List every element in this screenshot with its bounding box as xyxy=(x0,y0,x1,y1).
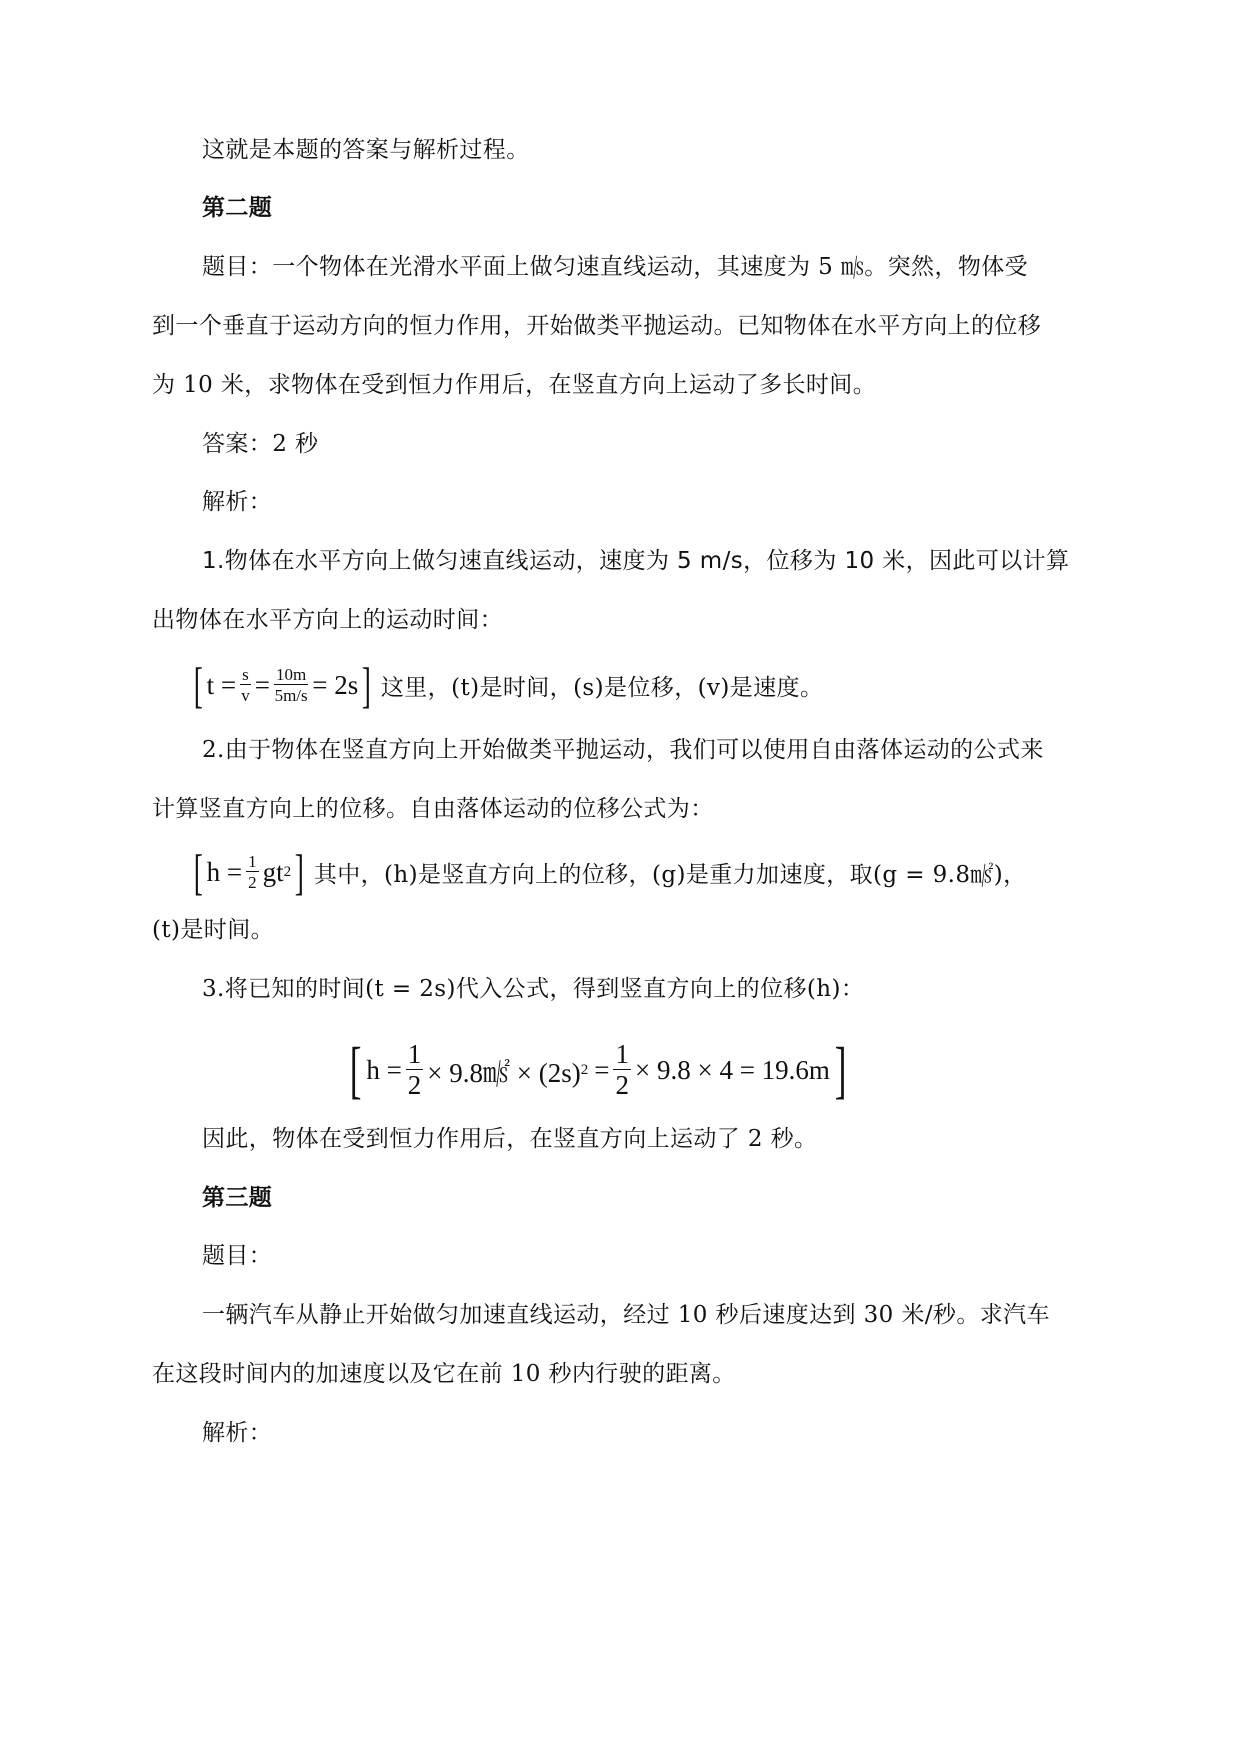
fraction-one-half xyxy=(406,1041,424,1099)
formula-rhs: gt xyxy=(262,856,284,887)
step-1-line-2: 出物体在水平方向上的运动时间： xyxy=(152,607,503,633)
q2-answer: 答案：2 秒 xyxy=(202,431,319,457)
q3-label: 题目： xyxy=(202,1243,273,1269)
numerator: s xyxy=(242,665,249,684)
numerator: 10m xyxy=(276,665,307,684)
q3-text-line-2: 在这段时间内的加速度以及它在前 10 秒内行驶的距离。 xyxy=(152,1361,736,1387)
step-3-line-1: 3.将已知的时间(t = 2s)代入公式，得到竖直方向上的位移(h)： xyxy=(202,976,865,1002)
q3-text-line-1: 一辆汽车从静止开始做匀加速直线运动，经过 10 秒后速度达到 30 米/秒。求汽车 xyxy=(202,1302,1050,1328)
equals-sign: = xyxy=(254,669,270,700)
formula-lhs: t = xyxy=(206,669,237,700)
formula-lhs: h = xyxy=(366,1054,402,1085)
exponent: 2 xyxy=(580,1061,589,1078)
bracket-right: ] xyxy=(361,657,372,713)
denominator: 2 xyxy=(248,873,257,892)
formula-explanation: 其中，(h)是竖直方向上的位移，(g)是重力加速度，取(g = 9.8㎨)， xyxy=(313,861,1027,888)
heading-question-2: 第二题 xyxy=(202,194,273,221)
fraction-distance-over-speed xyxy=(274,666,308,704)
paragraph-conclusion-q1: 这就是本题的答案与解析过程。 xyxy=(202,137,530,163)
bracket-right: ] xyxy=(294,844,305,900)
heading-question-3: 第三题 xyxy=(202,1184,273,1211)
bracket-right: ] xyxy=(834,1034,847,1105)
q2-text-line-2: 到一个垂直于运动方向的恒力作用，开始做类平抛运动。已知物体在水平方向上的位移 xyxy=(152,313,1042,339)
q3-analysis-label: 解析： xyxy=(202,1420,273,1446)
bracket-left: [ xyxy=(193,657,203,713)
equals-sign: = xyxy=(594,1054,610,1085)
formula-free-fall xyxy=(190,837,1027,907)
fraction-s-over-v xyxy=(240,666,251,704)
numerator: 1 xyxy=(248,852,257,871)
formula-result: = 2s xyxy=(312,669,359,700)
fraction-one-half xyxy=(246,853,259,891)
q2-conclusion: 因此，物体在受到恒力作用后，在竖直方向上运动了 2 秒。 xyxy=(202,1126,818,1152)
formula-explanation: 这里，(t)是时间，(s)是位移，(v)是速度。 xyxy=(380,674,824,701)
step-1-line-1: 1.物体在水平方向上做匀速直线运动，速度为 5 m/s，位移为 10 米，因此可以计算 xyxy=(202,548,1070,574)
step-2-line-1: 2.由于物体在竖直方向上开始做类平抛运动，我们可以使用自由落体运动的公式来 xyxy=(202,737,1044,763)
fraction-one-half-2 xyxy=(613,1041,631,1099)
numerator: 1 xyxy=(407,1039,422,1069)
denominator: 2 xyxy=(407,1070,422,1100)
denominator: 5m/s xyxy=(274,686,308,705)
bracket-left: [ xyxy=(193,844,203,900)
exponent: 2 xyxy=(283,863,292,880)
formula-result: × 9.8 × 4 = 19.6m xyxy=(634,1054,830,1085)
denominator: 2 xyxy=(615,1070,629,1100)
step-2-line-4: (t)是时间。 xyxy=(152,917,274,943)
numerator: 1 xyxy=(615,1039,629,1069)
bracket-left: [ xyxy=(349,1034,362,1105)
formula-time xyxy=(190,650,823,720)
q2-text-line-3: 为 10 米，求物体在受到恒力作用后，在竖直方向上运动了多长时间。 xyxy=(152,372,877,398)
q2-analysis-label: 解析： xyxy=(202,489,273,515)
denominator: v xyxy=(241,686,250,705)
formula-displacement xyxy=(345,1025,851,1115)
q2-text-line-1: 题目：一个物体在光滑水平面上做匀速直线运动，其速度为 5 ㎧。突然，物体受 xyxy=(202,254,1029,280)
formula-lhs: h = xyxy=(206,856,243,887)
step-2-line-2: 计算竖直方向上的位移。自由落体运动的位移公式为： xyxy=(152,796,714,822)
formula-middle: × 9.8㎨ × (2s) xyxy=(427,1057,581,1088)
